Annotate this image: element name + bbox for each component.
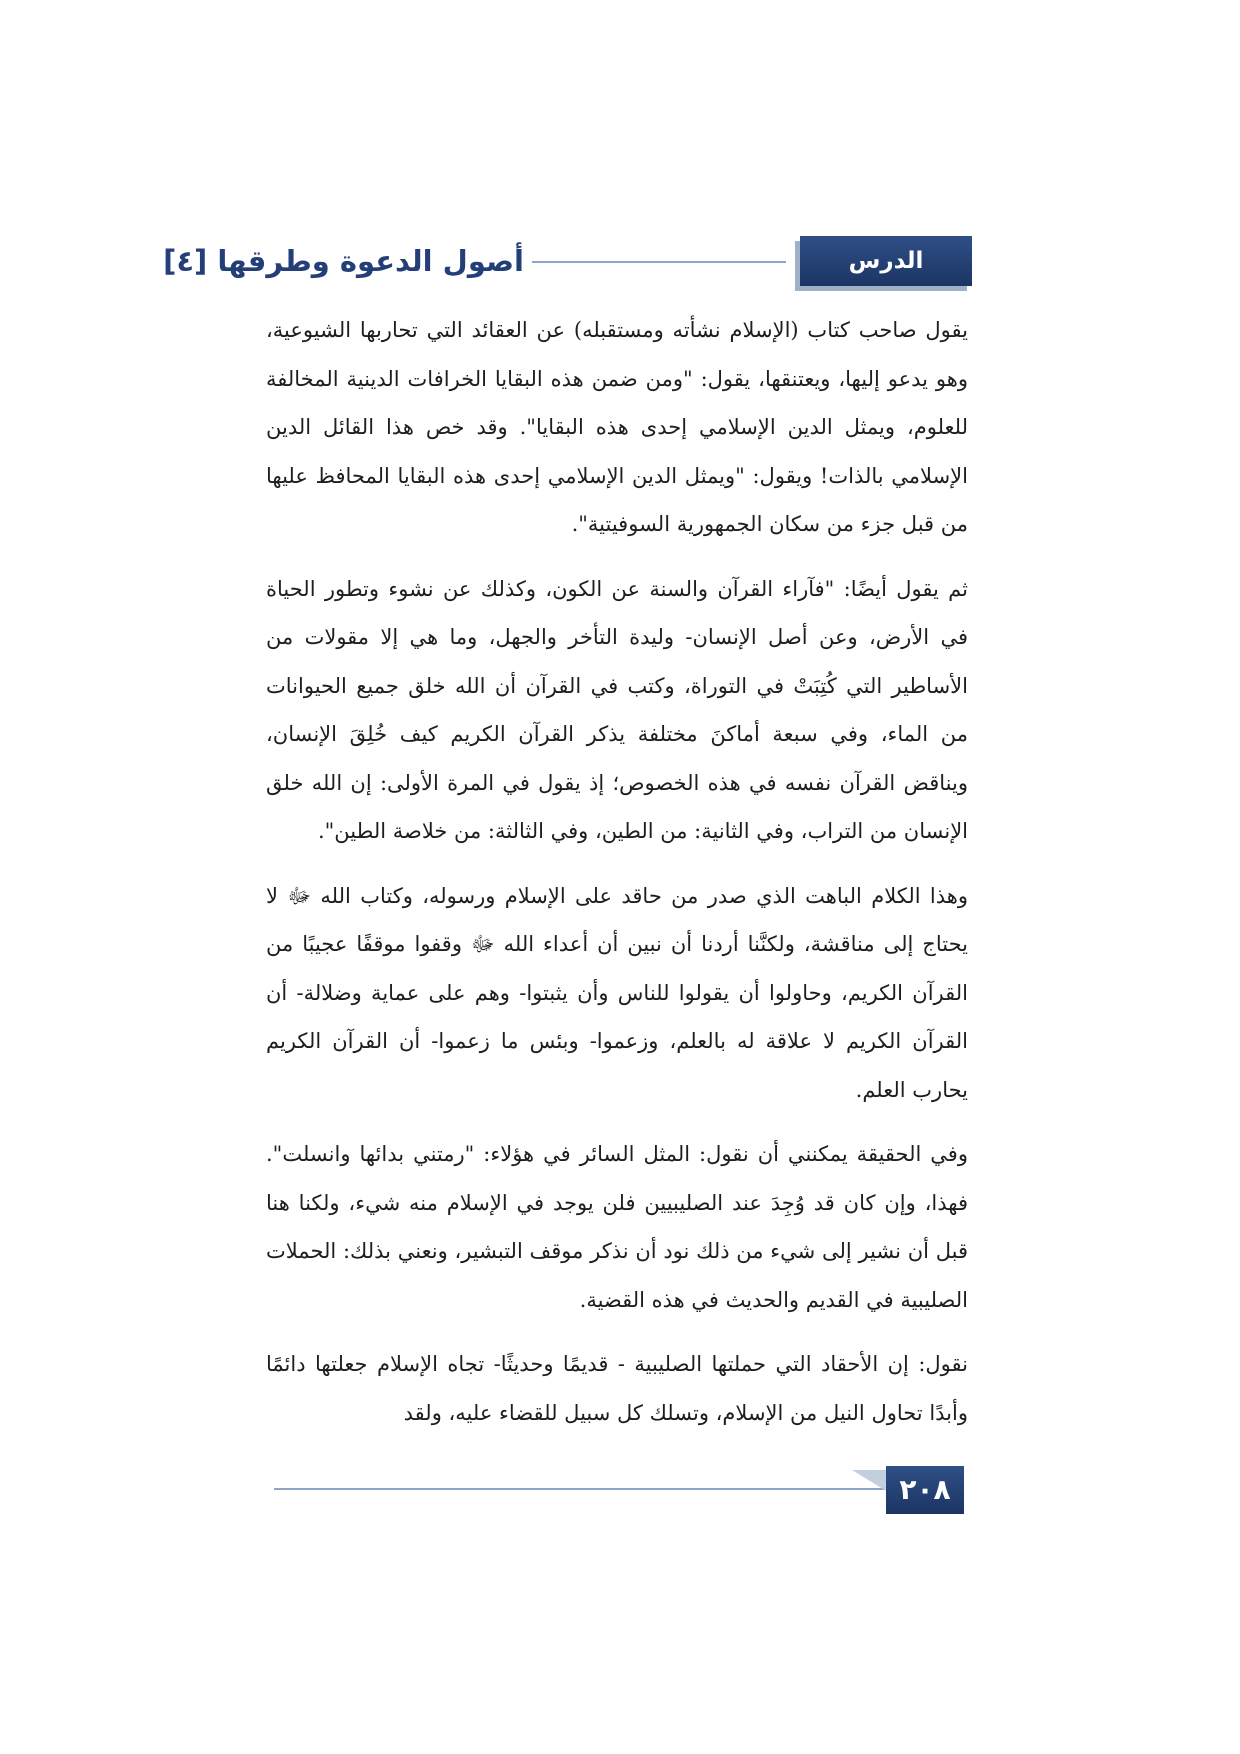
page-number: ٢٠٨ bbox=[886, 1466, 964, 1514]
header-rule bbox=[532, 261, 786, 263]
footer-wedge-decoration bbox=[852, 1470, 888, 1492]
paragraph-5: نقول: إن الأحقاد التي حملتها الصليبية - قديمًا وحديثًا- تجاه الإسلام جعلتها دائمًا وأبدًا تحاول النيل من الإسلام، وتسلك كل سبيل للقضاء عليه، ولقد bbox=[266, 1352, 968, 1425]
paragraph-2: ثم يقول أيضًا: "فآراء القرآن والسنة عن الكون، وكذلك عن نشوء وتطور الحياة في الأرض، وعن أصل الإنسان- وليدة التأخر والجهل، وما هي إلا مقولات من الأساطير التي كُتِبَتْ في التوراة، وكتب في القرآن أن الله خلق جميع الحيوانات من الماء، وفي سبعة أماكنَ مختلفة يذكر القرآن الكريم كيف خُلِقَ الإنسان، ويناقض القرآن نفسه في هذه الخصوص؛ إذ يقول في المرة الأولى: إن الله خلق الإنسان من التراب، وفي الثانية: من الطين، وفي الثالثة: من خلاصة الطين". bbox=[266, 576, 968, 843]
paragraph-1: يقول صاحب كتاب (الإسلام نشأته ومستقبله) عن العقائد التي تحاربها الشيوعية، وهو يدعو إليها، ويعتنقها، يقول: "ومن ضمن هذه البقايا الخرافات الدينية المخالفة للعلوم، ويمثل الدين الإسلامي إحدى هذه البقايا". وقد خص هذا القائل الدين الإسلامي بالذات! ويقول: "ويمثل الدين الإسلامي إحدى هذه البقايا المحافظ عليها من قبل جزء من سكان الجمهورية السوفيتية". bbox=[266, 318, 968, 536]
paragraph-4: وفي الحقيقة يمكنني أن نقول: المثل السائر في هؤلاء: "رمتني بدائها وانسلت". فهذا، وإن كان قد وُجِدَ عند الصليبيين فلن يوجد في الإسلام منه شيء، ولكنا هنا قبل أن نشير إلى شيء من ذلك نود أن نذكر موقف التبشير، ونعني بذلك: الحملات الصليبية في القديم والحديث في هذه القضية. bbox=[266, 1142, 968, 1312]
chapter-title: أصول الدعوة وطرقها [٤] bbox=[163, 244, 524, 278]
paragraph-3: وهذا الكلام الباهت الذي صدر من حاقد على الإسلام ورسوله، وكتاب الله ﷻ لا يحتاج إلى مناقشة، ولكنَّنا أردنا أن نبين أن أعداء الله ﷻ وقفوا موقفًا عجيبًا من القرآن الكريم، وحاولوا أن يقولوا للناس وأن يثبتوا- وهم على عماية وضلالة- أن القرآن الكريم لا علاقة له بالعلم، وزعموا- وبئس ما زعموا- أن القرآن الكريم يحارب العلم. bbox=[266, 883, 968, 1102]
page-body bbox=[266, 306, 968, 1453]
lesson-label: الدرس السادس bbox=[800, 236, 972, 286]
footer-rule bbox=[274, 1488, 886, 1490]
page-header bbox=[163, 236, 972, 324]
page-footer bbox=[274, 1466, 964, 1516]
